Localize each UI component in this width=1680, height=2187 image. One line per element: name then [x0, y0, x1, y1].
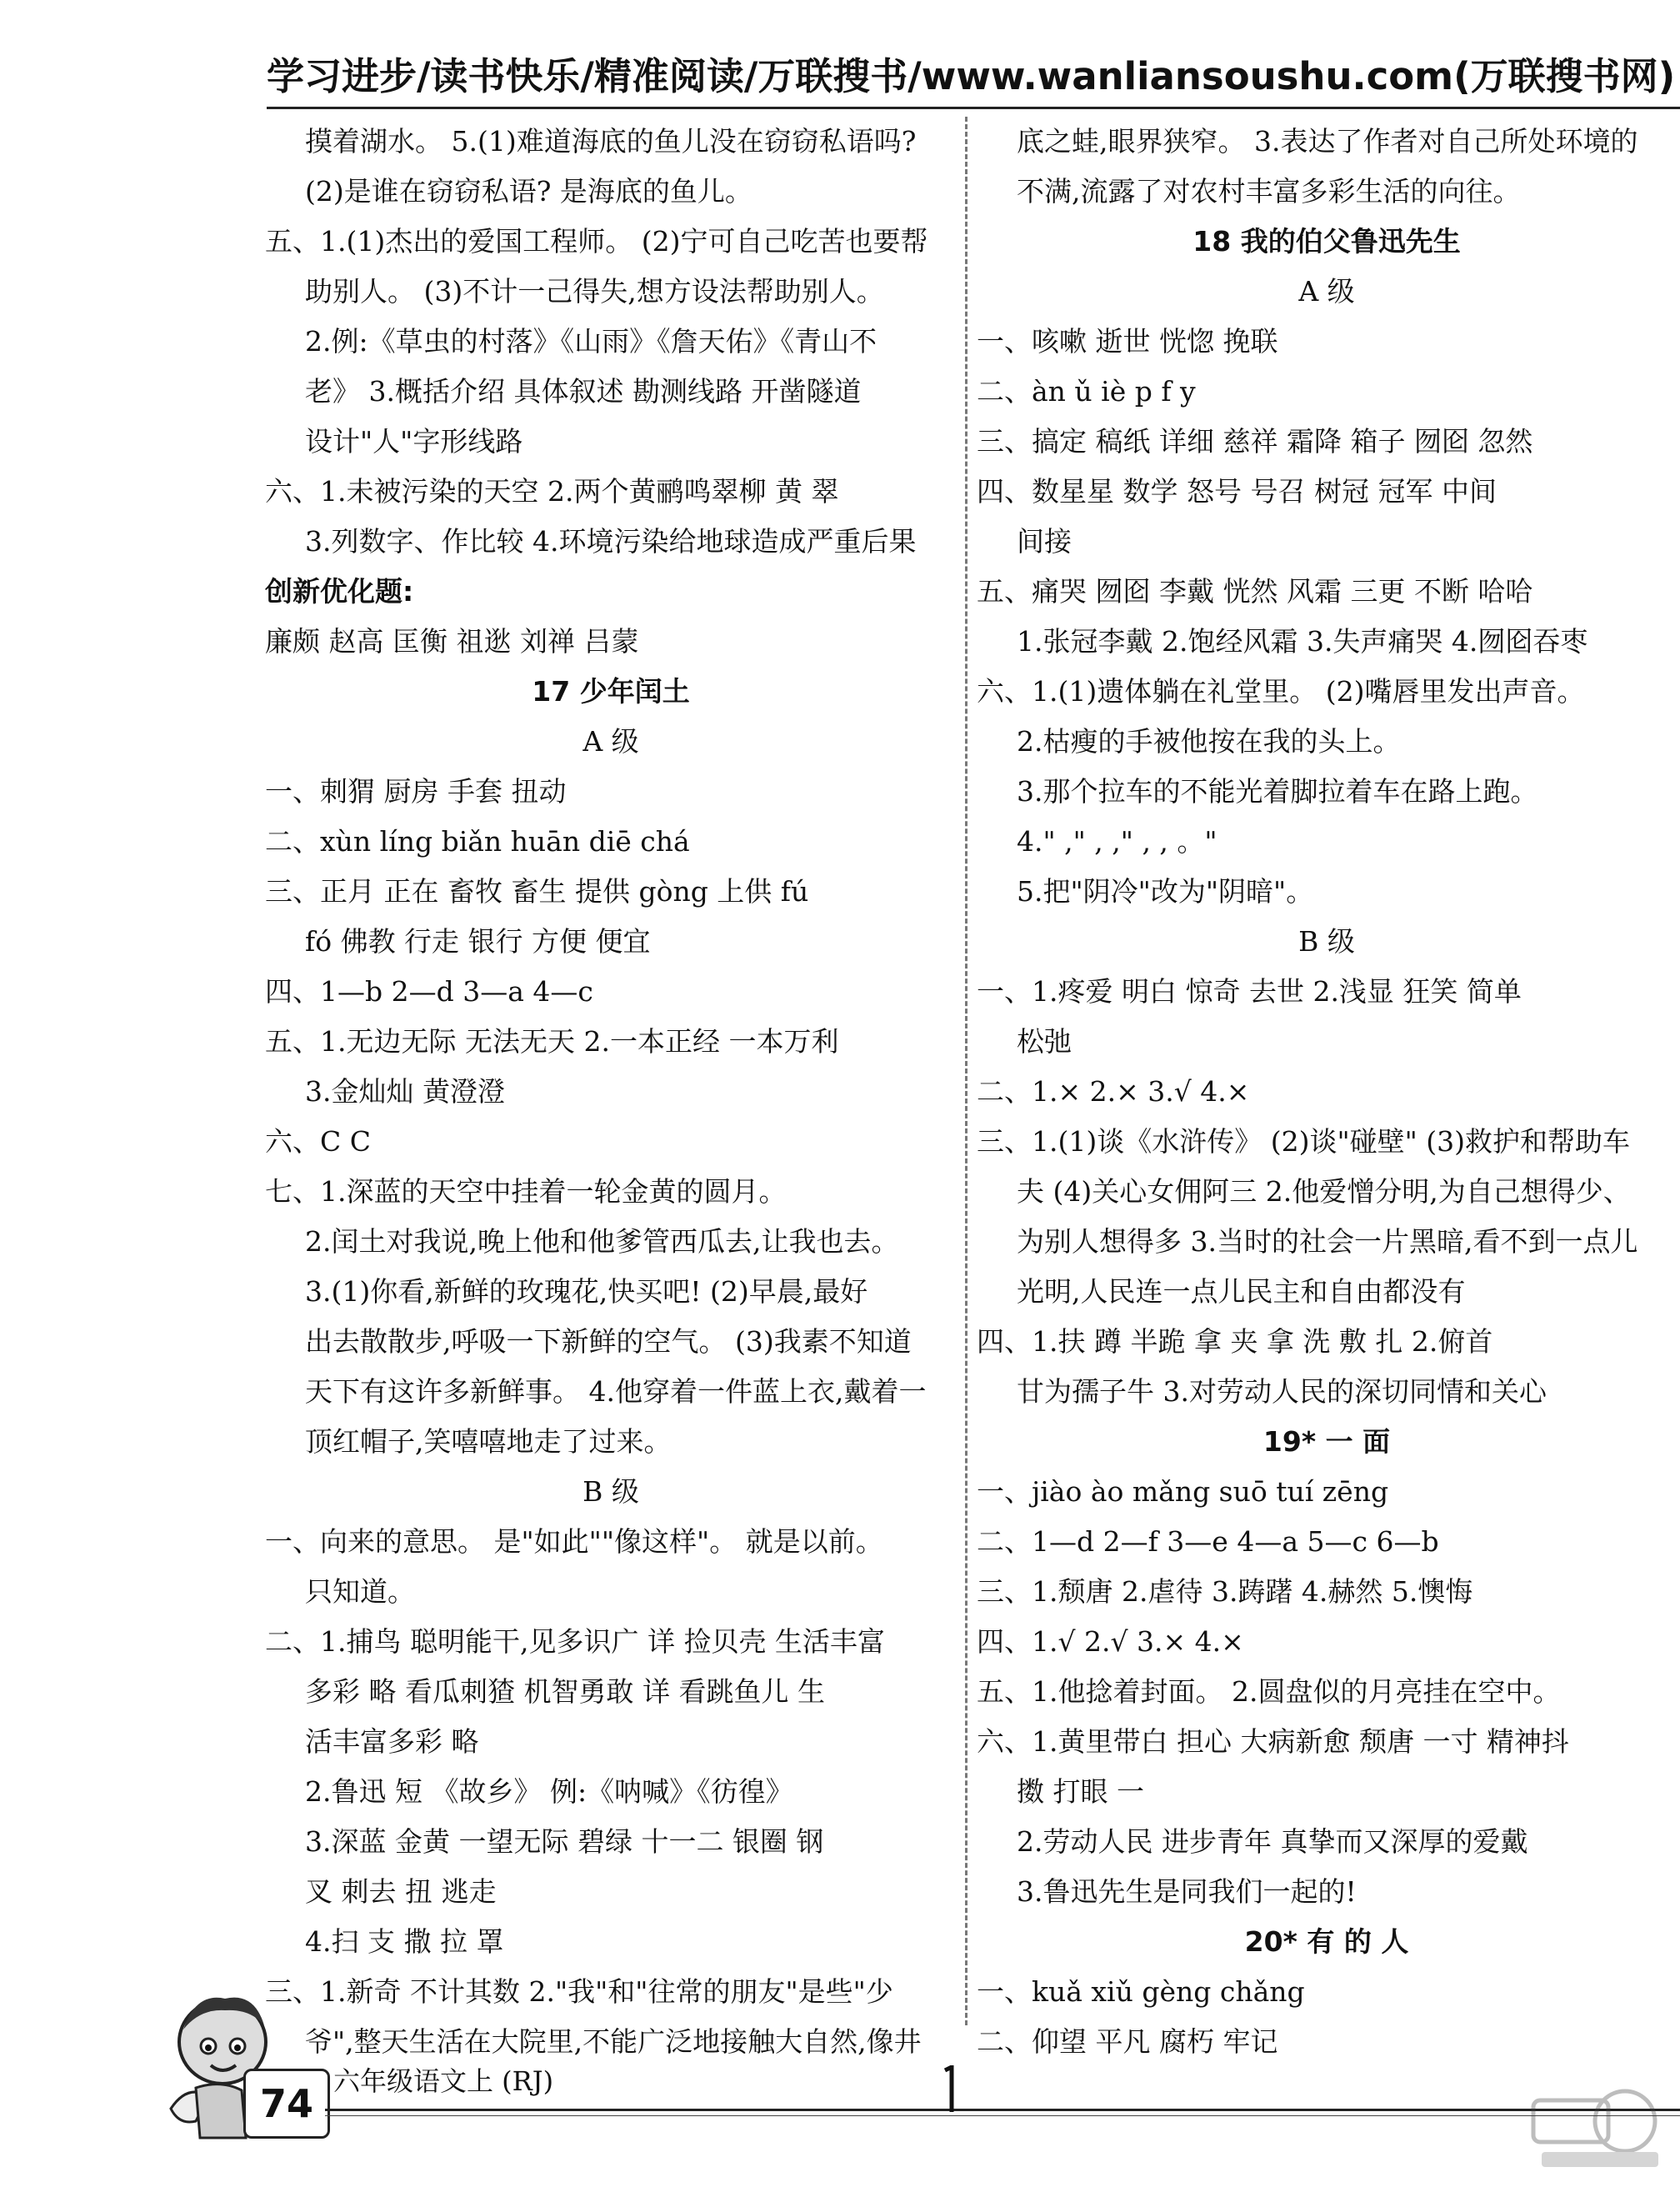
answer-line: 二、xùn líng biǎn huān diē chá [265, 825, 690, 858]
footer-rule [325, 2109, 1680, 2111]
answer-line: 只知道。 [305, 1575, 415, 1608]
page-header: 学习进步/读书快乐/精准阅读/万联搜书/www.wanliansoushu.com(万联搜书网) [267, 54, 1676, 98]
answer-line: 天下有这许多新鲜事。 4.他穿着一件蓝上衣,戴着一 [305, 1375, 927, 1408]
answer-line: 2.鲁迅 短 《故乡》 例:《呐喊》《彷徨》 [305, 1775, 793, 1808]
answer-line: 设计"人"字形线路 [305, 425, 523, 458]
answer-line: 四、1.扶 蹲 半跪 拿 夹 拿 洗 敷 扎 2.俯首 [977, 1325, 1493, 1358]
lesson-heading: 19* 一 面 [1262, 1425, 1391, 1458]
answer-line: 3.(1)你看,新鲜的玫瑰花,快买吧! (2)早晨,最好 [305, 1275, 868, 1308]
answer-line: 二、1—d 2—f 3—e 4—a 5—c 6—b [977, 1525, 1439, 1558]
answer-line: 六、C C [265, 1125, 371, 1158]
answer-line: 擞 打眼 一 [1017, 1775, 1144, 1808]
answer-line: 甘为孺子牛 3.对劳动人民的深切同情和关心 [1017, 1375, 1547, 1408]
answer-line: 5.把"阴冷"改为"阴暗"。 [1017, 875, 1314, 908]
answer-line: 叉 刺去 扭 逃走 [305, 1875, 497, 1908]
header-rule [267, 107, 1680, 109]
answer-line: 二、1.× 2.× 3.√ 4.× [977, 1075, 1250, 1108]
answer-line: (2)是谁在窃窃私语? 是海底的鱼儿。 [305, 175, 752, 208]
grade-heading: B 级 [1298, 925, 1355, 958]
answer-line: 五、1.他捻着封面。 2.圆盘似的月亮挂在空中。 [977, 1675, 1561, 1708]
answer-line: 一、1.疼爱 明白 惊奇 去世 2.浅显 狂笑 简单 [977, 975, 1522, 1008]
column-divider [965, 117, 968, 2025]
answer-line: 底之蛙,眼界狭窄。 3.表达了作者对自己所处环境的 [1017, 125, 1638, 158]
answer-line: 四、1.√ 2.√ 3.× 4.× [977, 1625, 1244, 1658]
answer-line: 爷",整天生活在大院里,不能广泛地接触大自然,像井 [305, 2025, 922, 2058]
answer-line: 四、1—b 2—d 3—a 4—c [265, 975, 593, 1008]
page-number: 74 [243, 2069, 330, 2139]
answer-line: 活丰富多彩 略 [305, 1725, 479, 1758]
answer-line: 一、咳嗽 逝世 恍惚 挽联 [977, 325, 1278, 358]
answer-line: 二、仰望 平凡 腐朽 牢记 [977, 2025, 1278, 2058]
section-heading: 创新优化题: [265, 575, 414, 608]
footer-rule-thin [325, 2115, 1680, 2116]
answer-line: 六、1.未被污染的天空 2.两个黄鹂鸣翠柳 黄 翠 [265, 475, 839, 508]
lesson-heading: 20* 有 的 人 [1244, 1925, 1409, 1958]
answer-line: 助别人。 (3)不计一己得失,想方设法帮助别人。 [305, 275, 884, 308]
answer-line: 一、jiào ào mǎng suō tuí zēng [977, 1475, 1389, 1508]
answer-line: 三、搞定 稿纸 详细 慈祥 霜降 箱子 囫囵 忽然 [977, 425, 1533, 458]
answer-line: 3.列数字、作比较 4.环境污染给地球造成严重后果 [305, 525, 917, 558]
grade-heading: A 级 [582, 725, 639, 758]
answer-line: 二、1.捕鸟 聪明能干,见多识广 详 捡贝壳 生活丰富 [265, 1625, 885, 1658]
answer-line: 顶红帽子,笑嘻嘻地走了过来。 [305, 1425, 672, 1458]
answer-line: 光明,人民连一点儿民主和自由都没有 [1017, 1275, 1466, 1308]
answer-line: 三、1.(1)谈《水浒传》 (2)谈"碰壁" (3)救护和帮助车 [977, 1125, 1631, 1158]
answer-line: 2.枯瘦的手被他按在我的头上。 [1017, 725, 1401, 758]
answer-line: 3.金灿灿 黄澄澄 [305, 1075, 505, 1108]
answer-line: 廉颇 赵高 匡衡 祖逖 刘禅 吕蒙 [265, 625, 639, 658]
answer-line: 4." ," , ," , , 。" [1017, 825, 1218, 858]
watermark-logo-icon [1525, 2084, 1667, 2175]
lesson-heading: 17 少年闰土 [532, 675, 690, 708]
answer-line: 4.扫 支 撒 拉 罩 [305, 1925, 504, 1958]
answer-line: 3.鲁迅先生是同我们一起的! [1017, 1875, 1357, 1908]
answer-line: 三、正月 正在 畜牧 畜生 提供 gòng 上供 fú [265, 875, 809, 908]
answer-line: 3.深蓝 金黄 一望无际 碧绿 十一二 银圈 钢 [305, 1825, 824, 1858]
answer-line: 一、刺猬 厨房 手套 扭动 [265, 775, 567, 808]
answer-line: 六、1.(1)遗体躺在礼堂里。 (2)嘴唇里发出声音。 [977, 675, 1585, 708]
answer-line: 七、1.深蓝的天空中挂着一轮金黄的圆月。 [265, 1175, 787, 1208]
answer-line: 老》 3.概括介绍 具体叙述 勘测线路 开凿隧道 [305, 375, 862, 408]
grade-heading: A 级 [1298, 275, 1355, 308]
answer-line: 四、数星星 数学 怒号 号召 树冠 冠军 中间 [977, 475, 1497, 508]
answer-line: 三、1.新奇 不计其数 2."我"和"往常的朋友"是些"少 [265, 1975, 893, 2008]
answer-line: 夫 (4)关心女佣阿三 2.他爱憎分明,为自己想得少、 [1017, 1175, 1631, 1208]
answer-line: 摸着湖水。 5.(1)难道海底的鱼儿没在窃窃私语吗? [305, 125, 917, 158]
right-column [977, 117, 1677, 2067]
book-label: 六年级语文上 (RJ) [333, 2065, 554, 2097]
answer-line: 2.闰土对我说,晚上他和他爹管西瓜去,让我也去。 [305, 1225, 899, 1258]
grade-heading: B 级 [582, 1475, 639, 1508]
answer-line: fó 佛教 行走 银行 方便 便宜 [305, 925, 651, 958]
answer-line: 不满,流露了对农村丰富多彩生活的向往。 [1017, 175, 1521, 208]
answer-line: 多彩 略 看瓜刺猹 机智勇敢 详 看跳鱼儿 生 [305, 1675, 825, 1708]
answer-line: 2.例:《草虫的村落》《山雨》《詹天佑》《青山不 [305, 325, 878, 358]
answer-line: 出去散散步,呼吸一下新鲜的空气。 (3)我素不知道 [305, 1325, 912, 1358]
answer-line: 三、1.颓唐 2.虐待 3.踌躇 4.赫然 5.懊悔 [977, 1575, 1473, 1608]
answer-line: 六、1.黄里带白 担心 大病新愈 颓唐 一寸 精神抖 [977, 1725, 1569, 1758]
answer-line: 五、1.(1)杰出的爱国工程师。 (2)宁可自己吃苦也要帮 [265, 225, 928, 258]
answer-line: 间接 [1017, 525, 1072, 558]
left-column [265, 117, 957, 2067]
answer-line: 松弛 [1017, 1025, 1072, 1058]
pen-mark [942, 2065, 958, 2115]
answer-line: 2.劳动人民 进步青年 真挚而又深厚的爱戴 [1017, 1825, 1528, 1858]
answer-line: 二、àn ǔ iè p f y [977, 375, 1196, 408]
lesson-heading: 18 我的伯父鲁迅先生 [1192, 225, 1461, 258]
answer-line: 为别人想得多 3.当时的社会一片黑暗,看不到一点儿 [1017, 1225, 1638, 1258]
answer-line: 一、向来的意思。 是"如此""像这样"。 就是以前。 [265, 1525, 883, 1558]
answer-line: 3.那个拉车的不能光着脚拉着车在路上跑。 [1017, 775, 1538, 808]
answer-line: 五、痛哭 囫囵 李戴 恍然 风霜 三更 不断 哈哈 [977, 575, 1533, 608]
answer-line: 一、kuǎ xiǔ gèng chǎng [977, 1975, 1305, 2008]
answer-line: 五、1.无边无际 无法无天 2.一本正经 一本万利 [265, 1025, 839, 1058]
answer-line: 1.张冠李戴 2.饱经风霜 3.失声痛哭 4.囫囵吞枣 [1017, 625, 1588, 658]
